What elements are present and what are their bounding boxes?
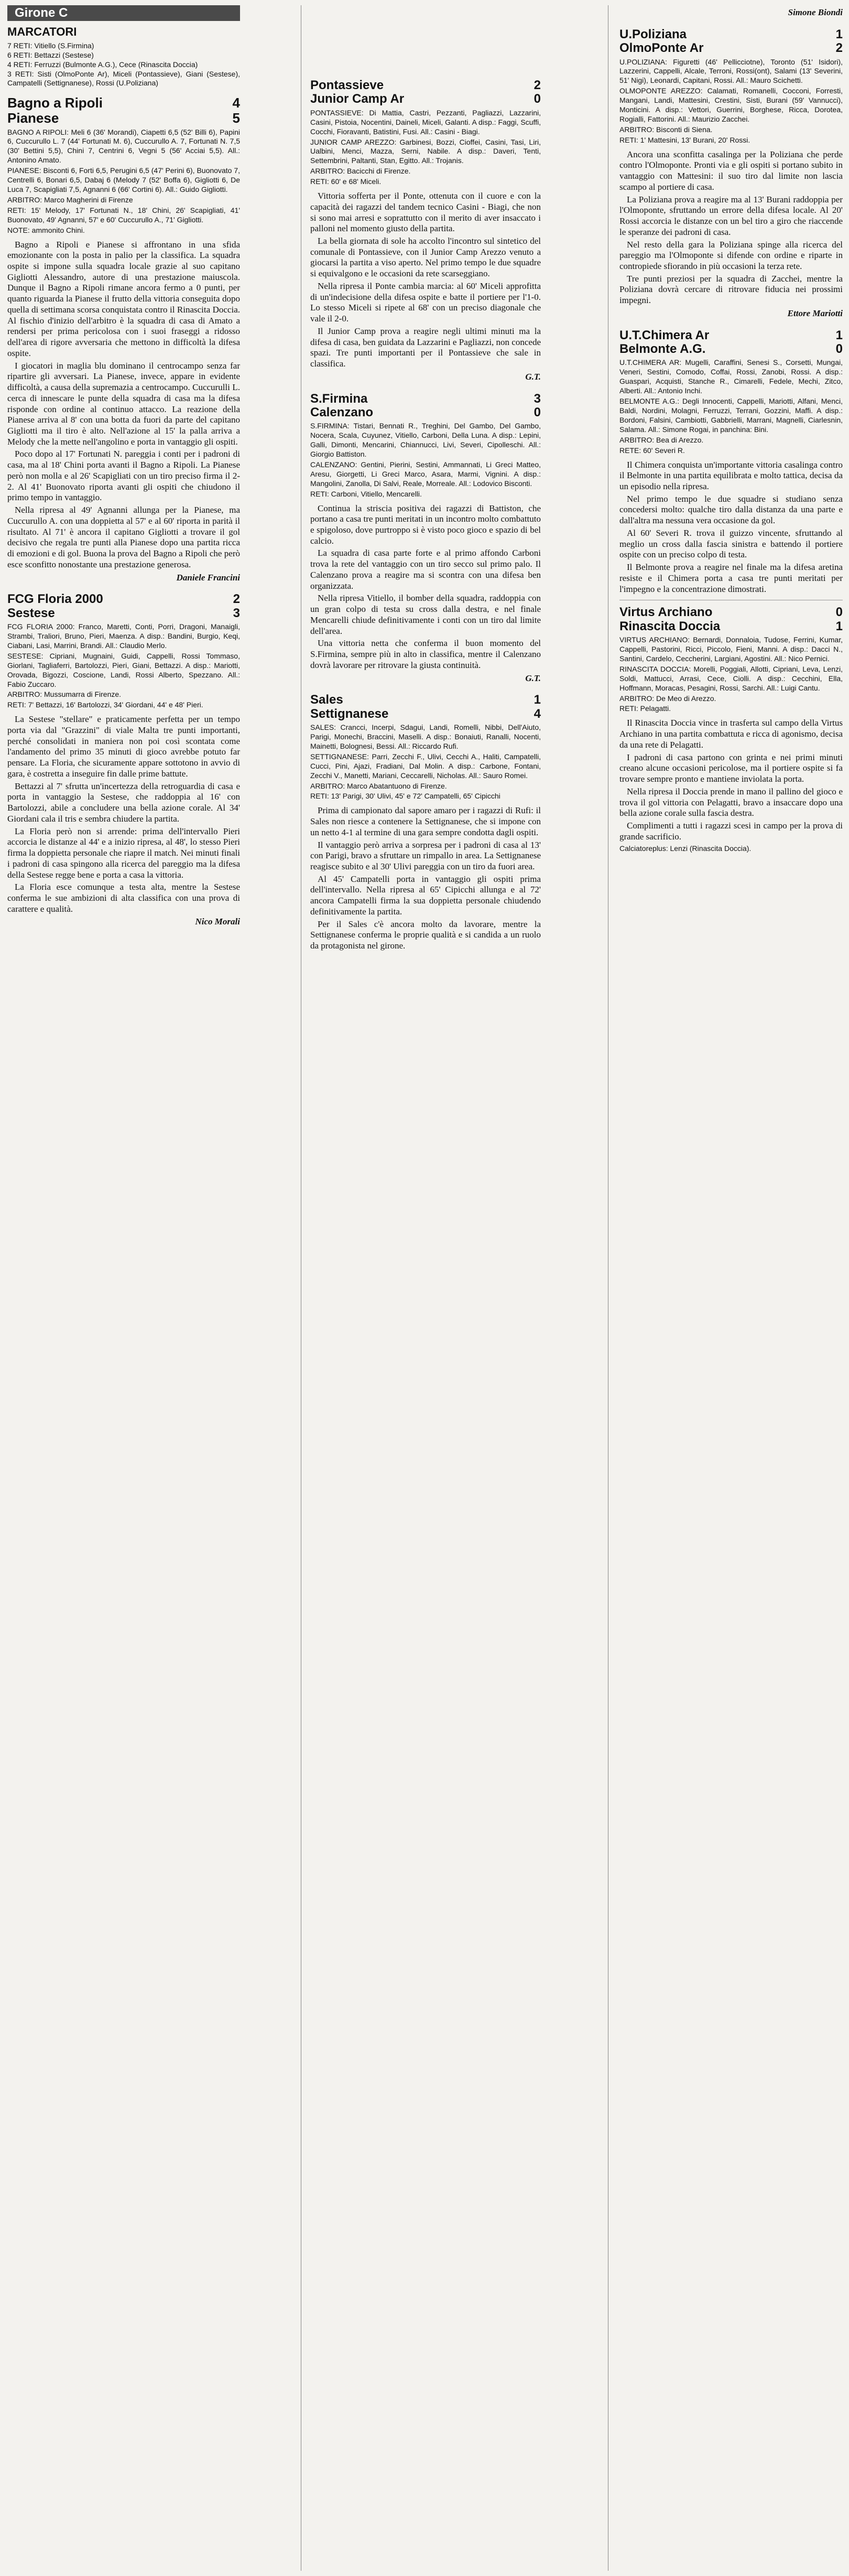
article-body <box>310 805 541 952</box>
away-score: 4 <box>534 706 541 721</box>
article-paragraph: La Floria esce comunque a testa alta, mentre la Sestese conferma le sue ambizioni di alta classifica con una prova di carattere e qualità. <box>7 882 240 914</box>
match-article-pontassieve <box>310 79 541 383</box>
home-score: 3 <box>534 391 541 406</box>
marcatori-title: MARCATORI <box>7 25 77 38</box>
away-team: Calenzano <box>310 405 374 419</box>
score-row <box>310 707 541 721</box>
lineup-line: RETE: 60' Severi R. <box>619 446 685 455</box>
article-paragraph: I giocatori in maglia blu dominano il centrocampo senza far ripartire gli avversari. La Pianese, invece, appare in evidente difficoltà, a causa della supremazia a centrocampo. Cuccurulli L. cerca di innescare le punte della squadra di casa ma la difesa risponde con ordine al continuo attacco. La reazione della Pianese arriva al 8' con una botta da fuori da parte del capitano Gigliotti ma il tiro è alto. Nell'azione al 15' la palla arriva a Melody che la mette nell'angolino e porta in vantaggio gli ospiti. <box>7 360 240 447</box>
article-paragraph: La Floria però non si arrende: prima dell'intervallo Pieri accorcia le distanze al 44' e a inizio ripresa, al 48', lo stesso Pieri firma la doppietta personale che riapre il match. Nei minuti finali i padroni di casa spingono alla ricerca del pareggio ma la difesa della Sestese regge bene e porta a casa la vittoria. <box>7 826 240 880</box>
lineups <box>7 128 240 235</box>
article-paragraph: Bagno a Ripoli e Pianese si affrontano in una sfida emozionante con la posta in palio per la classifica. La squadra ospite si impone sulla squadra locale grazie al suo capitano Gigliotti Alessandro, autore di una prestazione maiuscola. Dunque il Bagno a Ripoli rimane ancora fermo a 0 punti, per quanto riguarda la Pianese il frutto della vittoria conseguita dopo quella di settimana scorsa conquistata contro il Rinascita Doccia. Al fischio d'inizio dell'arbitro è la squadra di casa di Amato a rendersi per prima pericolosa con i suoi fraseggi a ridosso dell'area di rigore avversaria che mettono in difficoltà la difesa ospite. <box>7 239 240 358</box>
article-paragraph: La squadra di casa parte forte e al primo affondo Carboni trova la rete del vantaggio con un tiro secco sul primo palo. Il Calenzano prova a reagire ma si scontra con una difesa ben organizzata. <box>310 548 541 591</box>
article-body <box>310 191 541 370</box>
lineup-line: FCG FLORIA 2000: Franco, Maretti, Conti, Porri, Dragoni, Manaigli, Strambi, Traliori, Bruno, Pieri, Maenza. A disp.: Bandini, Burgio, Keqi, Ciabani, Lasi, Marrini, Brandi. All.: Claudio Merlo. <box>7 622 240 650</box>
lineup-line: CALENZANO: Gentini, Pierini, Sestini, Ammannati, Li Greci Matteo, Aresu, Giorgetti, Li Greci Marco, Asara, Marmi, Vignini. A disp.: Mangolini, Zanolla, Di Salvi, Reale, Morreale. All.: Lodovico Bisconti. <box>310 460 541 488</box>
article-body <box>619 149 843 306</box>
lineup-line: S.FIRMINA: Tistari, Bennati R., Treghini, Del Gambo, Del Gambo, Nocera, Scala, Cuyunez, Vitiello, Carboni, Della Luna. A disp.: Lepini, Galli, Dimonti, Mencarini, Chiannucci, Livi, Severi, Cipolleschi. All.: Giorgio Battiston. <box>310 422 541 459</box>
lineup-line: ARBITRO: De Meo di Arezzo. <box>619 694 716 703</box>
scorer-line: 3 RETI: Sisti (OlmoPonte Ar), Miceli (Pontassieve), Giani (Sestese), Campatelli (Settignanese), Rossi (U.Poliziana) <box>7 69 240 88</box>
lineup-line: SETTIGNANESE: Parri, Zecchi F., Ulivi, Cecchi A., Haliti, Campatelli, Cucci, Pini, Ajazi, Fradiani, Dal Molin. A disp.: Carbone, Fontani, Zecchi V., Manetti, Mariani, Ceccarelli, Nicholas. All.: Sauro Romei. <box>310 752 541 780</box>
home-score: 1 <box>835 328 843 342</box>
lineup-line: RETI: 15' Melody, 17' Fortunati N., 18' Chini, 26' Scapigliati, 41' Buonovato, 49' Agnanni, 57' e 60' Cuccurullo A., 71' Gigliotti. <box>7 206 240 224</box>
scorer-line: 7 RETI: Vitiello (S.Firmina) <box>7 41 94 50</box>
author-signature: Daniele Francini <box>176 572 240 583</box>
score-row <box>310 406 541 419</box>
article-paragraph: Il Belmonte prova a reagire nel finale ma la difesa aretina resiste e il Chimera porta a casa tre punti meritati per l'impegno e la concentrazione dimostrati. <box>619 562 843 594</box>
home-team: Bagno a Ripoli <box>7 95 103 111</box>
article-paragraph: Nella ripresa il Ponte cambia marcia: al 60' Miceli approfitta di un'indecisione della difesa ospite e batte il portiere per l'1-0. Lo stesso Miceli si ripete al 68' con un preciso diagonale che vale il 2-0. <box>310 281 541 324</box>
article-paragraph: Nel resto della gara la Poliziana spinge alla ricerca del pareggio ma l'Olmoponte si difende con ordine e riparte in contropiede sfiorando in più occasioni la terza rete. <box>619 239 843 272</box>
article-paragraph: Al 60' Severi R. trova il guizzo vincente, sfruttando al meglio un cross dalla fascia sinistra e battendo il portiere ospite con un preciso colpo di testa. <box>619 527 843 560</box>
lineup-line: U.T.CHIMERA AR: Mugelli, Caraffini, Senesi S., Corsetti, Mungai, Veneri, Sestini, Comodo, Coffai, Rossi, Zanobi, Rossi. A disp.: Guaspari, Acquisti, Stanche R., Cimarelli, Fedele, Mechi, Zitco, Alberti. All.: Antonio Inchi. <box>619 358 843 395</box>
lineup-line: RETI: Carboni, Vitiello, Mencarelli. <box>310 489 422 498</box>
home-team: Virtus Archiano <box>619 605 713 620</box>
score-row <box>619 620 843 633</box>
away-score: 1 <box>835 619 843 633</box>
away-score: 0 <box>835 342 843 357</box>
home-score: 0 <box>835 605 843 620</box>
lineup-line: ARBITRO: Marco Magherini di Firenze <box>7 195 133 204</box>
lineup-line: RETI: 7' Bettazzi, 16' Bartolozzi, 34' Giordani, 44' e 48' Pieri. <box>7 700 203 709</box>
score-row <box>619 606 843 619</box>
lineup-line: PIANESE: Bisconti 6, Forti 6,5, Perugini 6,5 (47' Perini 6), Buonovato 7, Centrelli 6, Bonari 6,5, Dabaj 6 (Melody 7 (52' Boffa 6), Gigliotti 6, De Luca 7, Scapigliati 7,5, Agnanni 6 (66' Cortini 6). All.: Guido Gigliotti. <box>7 166 240 193</box>
away-team: Belmonte A.G. <box>619 342 706 357</box>
lineup-line: NOTE: ammonito Chini. <box>7 225 85 234</box>
article-paragraph: Tre punti preziosi per la squadra di Zacchei, mentre la Poliziana dovrà cercare di ritrovare fiducia nei prossimi impegni. <box>619 273 843 306</box>
home-team: Pontassieve <box>310 78 384 92</box>
lineup-line: OLMOPONTE AREZZO: Calamati, Romanelli, Cocconi, Forresti, Mangani, Landi, Mattesini, Crestini, Sisti, Burani (59' Vannucci), Monticini. A disp.: Vettori, Guerrini, Borghese, Ricca, Dorotea, Rogialli, Fattorini. All.: Maurizio Zacchei. <box>619 87 843 123</box>
lineups <box>619 358 843 455</box>
scorer-line: 4 RETI: Ferruzzi (Bulmonte A.G.), Cece (Rinascita Doccia) <box>7 60 198 69</box>
score-row <box>310 92 541 106</box>
author-signature: Ettore Mariotti <box>787 308 843 318</box>
lineup-line: U.POLIZIANA: Figuretti (46' Pellicciotne), Toronto (51' Isidori), Lazzerini, Cappelli, Alcale, Terroni, Rossi(ont), Salami (13' Severini, 51' Nigi), Leonardi, Capitani, Rossi. All.: Mauro Scichetti. <box>619 57 843 85</box>
lineup-line: JUNIOR CAMP AREZZO: Garbinesi, Bozzi, Cioffei, Casini, Tasi, Liri, Ualbini, Menci, Mazza, Serni, Nabile. A disp.: Daveri, Tenti, Settembrini, Paltanti, Stan, Egitto. All.: Trojanis. <box>310 137 541 165</box>
lineup-line: RETI: 60' e 68' Miceli. <box>310 177 382 186</box>
lineup-line: BELMONTE A.G.: Degli Innocenti, Cappelli, Mariotti, Alfani, Menci, Baldi, Nordini, Molagni, Ferruzzi, Terrani, Gozzini, Maffi. A disp.: Bordoni, Falsini, Cambiotti, Gabbrielli, Marrani, Magnelli, Ciarlesnin, Salama. All.: Simone Rogai, in panchina: Bini. <box>619 397 843 434</box>
lineup-line: ARBITRO: Marco Abatantuono di Firenze. <box>310 781 447 790</box>
article-paragraph: La Sestese "stellare" e praticamente perfetta per un tempo porta via dal "Grazzini" di viale Malta tre punti importanti, perché consolidati in maniera non poi così scontata come l'andamento del primo 35 minuti di gioco avrebbe potuto far pensare. La Floria, che sicuramente appare sottotono in avvio di gara, è costretta a inseguire fin dalle prime battute. <box>7 714 240 779</box>
article-body <box>619 718 843 842</box>
score-row <box>619 342 843 356</box>
home-score: 2 <box>534 78 541 92</box>
away-score: 0 <box>534 405 541 419</box>
score-row <box>619 329 843 342</box>
article-paragraph: Al 45' Campatelli porta in vantaggio gli ospiti prima dell'intervallo. Nella ripresa al 65' Cipicchi allunga e al 72' ancora Campatelli firma la sua doppietta personale chiudendo definitivamente la partita. <box>310 874 541 917</box>
away-team: Pianese <box>7 110 59 126</box>
article-paragraph: Bettazzi al 7' sfrutta un'incertezza della retroguardia di casa e porta in vantaggio la Sestese, che raddoppia al 16' con Bartolozzi, abile a concludere una bella azione corale. Al 34' Giordani cala il tris e sembra chiudere la partita. <box>7 781 240 824</box>
lineup-line: ARBITRO: Mussumarra di Firenze. <box>7 690 122 699</box>
author-signature: Nico Morali <box>195 917 240 927</box>
lineup-line: VIRTUS ARCHIANO: Bernardi, Donnaloia, Tudose, Ferrini, Kumar, Cappelli, Pastorini, Ricci, Piccolo, Fieni, Manni. A disp.: Dacci N., Santini, Cardelo, Ceccherini, Largiani, Agostini. All.: Nico Pernici. <box>619 635 843 663</box>
away-team: Junior Camp Ar <box>310 92 405 106</box>
away-team: Sestese <box>7 606 55 620</box>
article-paragraph: Continua la striscia positiva dei ragazzi di Battiston, che portano a casa tre punti meritati in un incontro molto combattuto e spigoloso, dove purtroppo si è visto poco gioco e spazio di bel calcio. <box>310 503 541 546</box>
away-score: 2 <box>835 41 843 56</box>
home-team: Sales <box>310 693 343 707</box>
lineup-line: RETI: 1' Mattesini, 13' Burani, 20' Rossi. <box>619 135 750 144</box>
score-row <box>310 79 541 92</box>
lineups <box>310 109 541 187</box>
lineups <box>7 622 240 710</box>
away-score: 3 <box>233 606 240 620</box>
match-article-virtus <box>619 606 843 854</box>
home-score: 1 <box>835 27 843 41</box>
lineup-line: ARBITRO: Bacicchi di Firenze. <box>310 167 411 176</box>
article-paragraph: Poco dopo al 17' Fortunati N. pareggia i conti per i padroni di casa, ma al 18' Chini porta avanti il Bagno a Ripoli. La Pianese però non molla e al 26' Scapigliati con un tiro preciso firma il 2-2. Al 41' Buonovato riporta avanti gli ospiti che chiudono il primo tempo in vantaggio. <box>7 449 240 503</box>
calciatore-plus: Calciatoreplus: Lenzi (Rinascita Doccia). <box>619 844 752 853</box>
article-paragraph: Per il Sales c'è ancora molto da lavorare, mentre la Settignanese conferma le proprie qualità e si candida a un ruolo da protagonista nel girone. <box>310 919 541 951</box>
away-score: 5 <box>232 110 240 126</box>
article-paragraph: I padroni di casa partono con grinta e nei primi minuti creano alcune occasioni pericolose, ma il portiere ospite si fa trovare sempre pronto e mantiene inviolata la porta. <box>619 752 843 784</box>
lineups <box>619 635 843 714</box>
column-2 <box>310 79 541 953</box>
article-paragraph: Il Chimera conquista un'importante vittoria casalinga contro il Belmonte in una partita equilibrata e molto tattica, decisa da un episodio nella ripresa. <box>619 459 843 491</box>
lineup-line: PONTASSIEVE: Di Mattia, Castri, Pezzanti, Pagliazzi, Lazzarini, Casini, Pistoia, Nocentini, Daineli, Miceli, Galanti. A disp.: Faggi, Scuffi, Cocchi, Fioravanti, Batistini, Fusi. All.: Casini - Biagi. <box>310 108 541 136</box>
score-row <box>7 95 240 111</box>
score-row <box>7 592 240 606</box>
match-article-firmina <box>310 392 541 684</box>
article-paragraph: Nella ripresa al 49' Agnanni allunga per la Pianese, ma Cuccurullo A. con una doppietta al 57' e al 60' riporta in parità il risultato. Al 71' è ancora il capitano Gigliotti a trovare il gol decisivo che regala tre punti alla Pianese dopo una partita ricca di emozioni e di gol. Buona la prova del Bagno a Ripoli che però esce sconfitto nonostante una prestazione generosa. <box>7 505 240 569</box>
girone-banner: Girone C <box>7 5 240 21</box>
scorer-line: 6 RETI: Bettazzi (Sestese) <box>7 50 94 59</box>
article-paragraph: Prima di campionato dal sapore amaro per i ragazzi di Rufi: il Sales non riesce a contenere la Settignanese, che si impone con un netto 4-1 al termine di una gara sempre condotta dagli ospiti. <box>310 805 541 837</box>
home-team: S.Firmina <box>310 391 368 406</box>
lineup-line: RETI: Pelagatti. <box>619 704 671 713</box>
score-row <box>619 41 843 55</box>
author-signature: Simone Biondi <box>788 7 843 17</box>
article-paragraph: Nella ripresa Vitiello, il bomber della squadra, raddoppia con un gran colpo di testa su cross dalla destra, e nel finale Mencarelli chiude definitivamente i conti con un tiro dal limite dell'area. <box>310 593 541 636</box>
author-signature: G.T. <box>525 673 541 683</box>
match-article-bagno <box>7 95 240 583</box>
home-team: U.T.Chimera Ar <box>619 328 710 342</box>
score-row <box>619 28 843 41</box>
match-article-chimera <box>619 329 843 595</box>
column-1 <box>7 25 240 937</box>
score-row <box>7 607 240 620</box>
article-paragraph: Nella ripresa il Doccia prende in mano il pallino del gioco e trova il gol vittoria con Pelagatti, bravo a insaccare dopo una bella azione corale sulla fascia destra. <box>619 786 843 818</box>
article-paragraph: Il Rinascita Doccia vince in trasferta sul campo della Virtus Archiano in una partita combattuta e ricca di agonismo, decisa da una rete di Pelagatti. <box>619 718 843 750</box>
score-row <box>7 111 240 126</box>
article-paragraph: Il vantaggio però arriva a sorpresa per i padroni di casa al 13' con Parigi, bravo a sfruttare un rimpallo in area. La Settignanese reagisce subito e al 30' Ulivi pareggia con un tiro da fuori area. <box>310 839 541 871</box>
article-paragraph: Complimenti a tutti i ragazzi scesi in campo per la prova di grande sacrificio. <box>619 820 843 842</box>
lineups <box>619 58 843 145</box>
home-team: FCG Floria 2000 <box>7 592 103 607</box>
article-paragraph: Nel primo tempo le due squadre si studiano senza concedersi molto: qualche tiro dalla distanza da una parte e dall'altra ma nessuna vera occasione da gol. <box>619 493 843 526</box>
score-row <box>310 392 541 406</box>
lineup-line: SESTESE: Cipriani, Mugnaini, Guidi, Cappelli, Rossi Tommaso, Giorlani, Tagliaferri, Bartolozzi, Pieri, Giani, Bettazzi. A disp.: Mariotti, Orovada, Bigozzi, Coscione, Landi, Rossi Alberto, Spezzano. All.: Fabio Zuccaro. <box>7 651 240 688</box>
home-score: 4 <box>232 95 240 111</box>
home-team: U.Poliziana <box>619 27 687 41</box>
article-paragraph: Una vittoria netta che conferma il buon momento del S.Firmina, sempre più in alto in classifica, mentre il Calenzano dovrà lavorare per ritrovare la giusta continuità. <box>310 638 541 670</box>
article-body <box>310 503 541 671</box>
lineup-line: ARBITRO: Bea di Arezzo. <box>619 435 704 444</box>
article-paragraph: Il Junior Camp prova a reagire negli ultimi minuti ma la difesa di casa, ben guidata da Lazzarini e Pagliazzi, non concede spazi. Tre punti importanti per il Pontassieve che sale in classifica. <box>310 326 541 369</box>
article-body <box>619 460 843 595</box>
lineup-line: RETI: 13' Parigi, 30' Ulivi, 45' e 72' Campatelli, 65' Cipicchi <box>310 792 500 801</box>
article-paragraph: Vittoria sofferta per il Ponte, ottenuta con il cuore e con la capacità dei ragazzi del tandem tecnico Casini - Biagi, che non si sono mai arresi e soprattutto con il merito di aver insaccato i palloni nel momento giusto della partita. <box>310 191 541 234</box>
article-paragraph: La bella giornata di sole ha accolto l'incontro sul sintetico del comunale di Pontassieve, con il Junior Camp Arezzo venuto a giocarsi la partita a viso aperto. Nel primo tempo le due squadre si equivalgono e le occasioni da rete scarseggiano. <box>310 235 541 279</box>
away-team: OlmoPonte Ar <box>619 41 704 56</box>
away-team: Settignanese <box>310 706 389 721</box>
lineup-line: ARBITRO: Bisconti di Siena. <box>619 125 713 134</box>
score-row <box>310 693 541 707</box>
marcatori-box <box>7 25 240 88</box>
lineups <box>310 723 541 801</box>
lineup-line: SALES: Crancci, Incerpi, Sdagui, Landi, Romelli, Nibbi, Dell'Aiuto, Parigi, Monechi, Braccini, Maselli. A disp.: Bonaiuti, Ranalli, Nocenti, Mainetti, Bolognesi, Bessi. All.: Riccardo Rufi. <box>310 723 541 750</box>
home-score: 2 <box>233 592 240 607</box>
article-body <box>7 714 240 914</box>
column-3 <box>619 5 843 858</box>
author-signature: G.T. <box>525 371 541 382</box>
match-article-sales <box>310 693 541 952</box>
match-article-poliziana <box>619 28 843 319</box>
away-score: 0 <box>534 92 541 106</box>
article-paragraph: Ancora una sconfitta casalinga per la Poliziana che perde contro l'Olmoponte. Pronti via e gli ospiti si portano subito in vantaggio con Mattesini: il suo tiro dal limite non lascia scampo al portiere di casa. <box>619 149 843 192</box>
lineup-line: RINASCITA DOCCIA: Morelli, Poggiali, Allotti, Cipriani, Leva, Lenzi, Soldi, Mattucci, Arrasi, Cece, Ciolli. A disp.: Cecchini, Ella, Hoffmann, Moracas, Pesagini, Rossi, Sarchi. All.: Luigi Cantu. <box>619 664 843 692</box>
home-score: 1 <box>534 693 541 707</box>
lineup-line: BAGNO A RIPOLI: Meli 6 (36' Morandi), Ciapetti 6,5 (52' Billi 6), Papini 6, Cuccurullo L. 7 (44' Fortunati M. 6), Cuccurullo A. 7, Fortunati N. 7,5 (30' Bettini 5,5), Chini 7, Centrini 6, Vegni 5 (56' Acciai 5,5). All.: Antonino Amato. <box>7 127 240 165</box>
lineups <box>310 422 541 499</box>
article-body <box>7 240 240 570</box>
away-team: Rinascita Doccia <box>619 619 721 633</box>
match-article-fcg <box>7 592 240 928</box>
article-paragraph: La Poliziana prova a reagire ma al 13' Burani raddoppia per l'Olmoponte, sfruttando un errore della difesa locale. Al 20' Rossi accorcia le distanze con un bel tiro a giro che riaccende le speranze dei padroni di casa. <box>619 194 843 237</box>
